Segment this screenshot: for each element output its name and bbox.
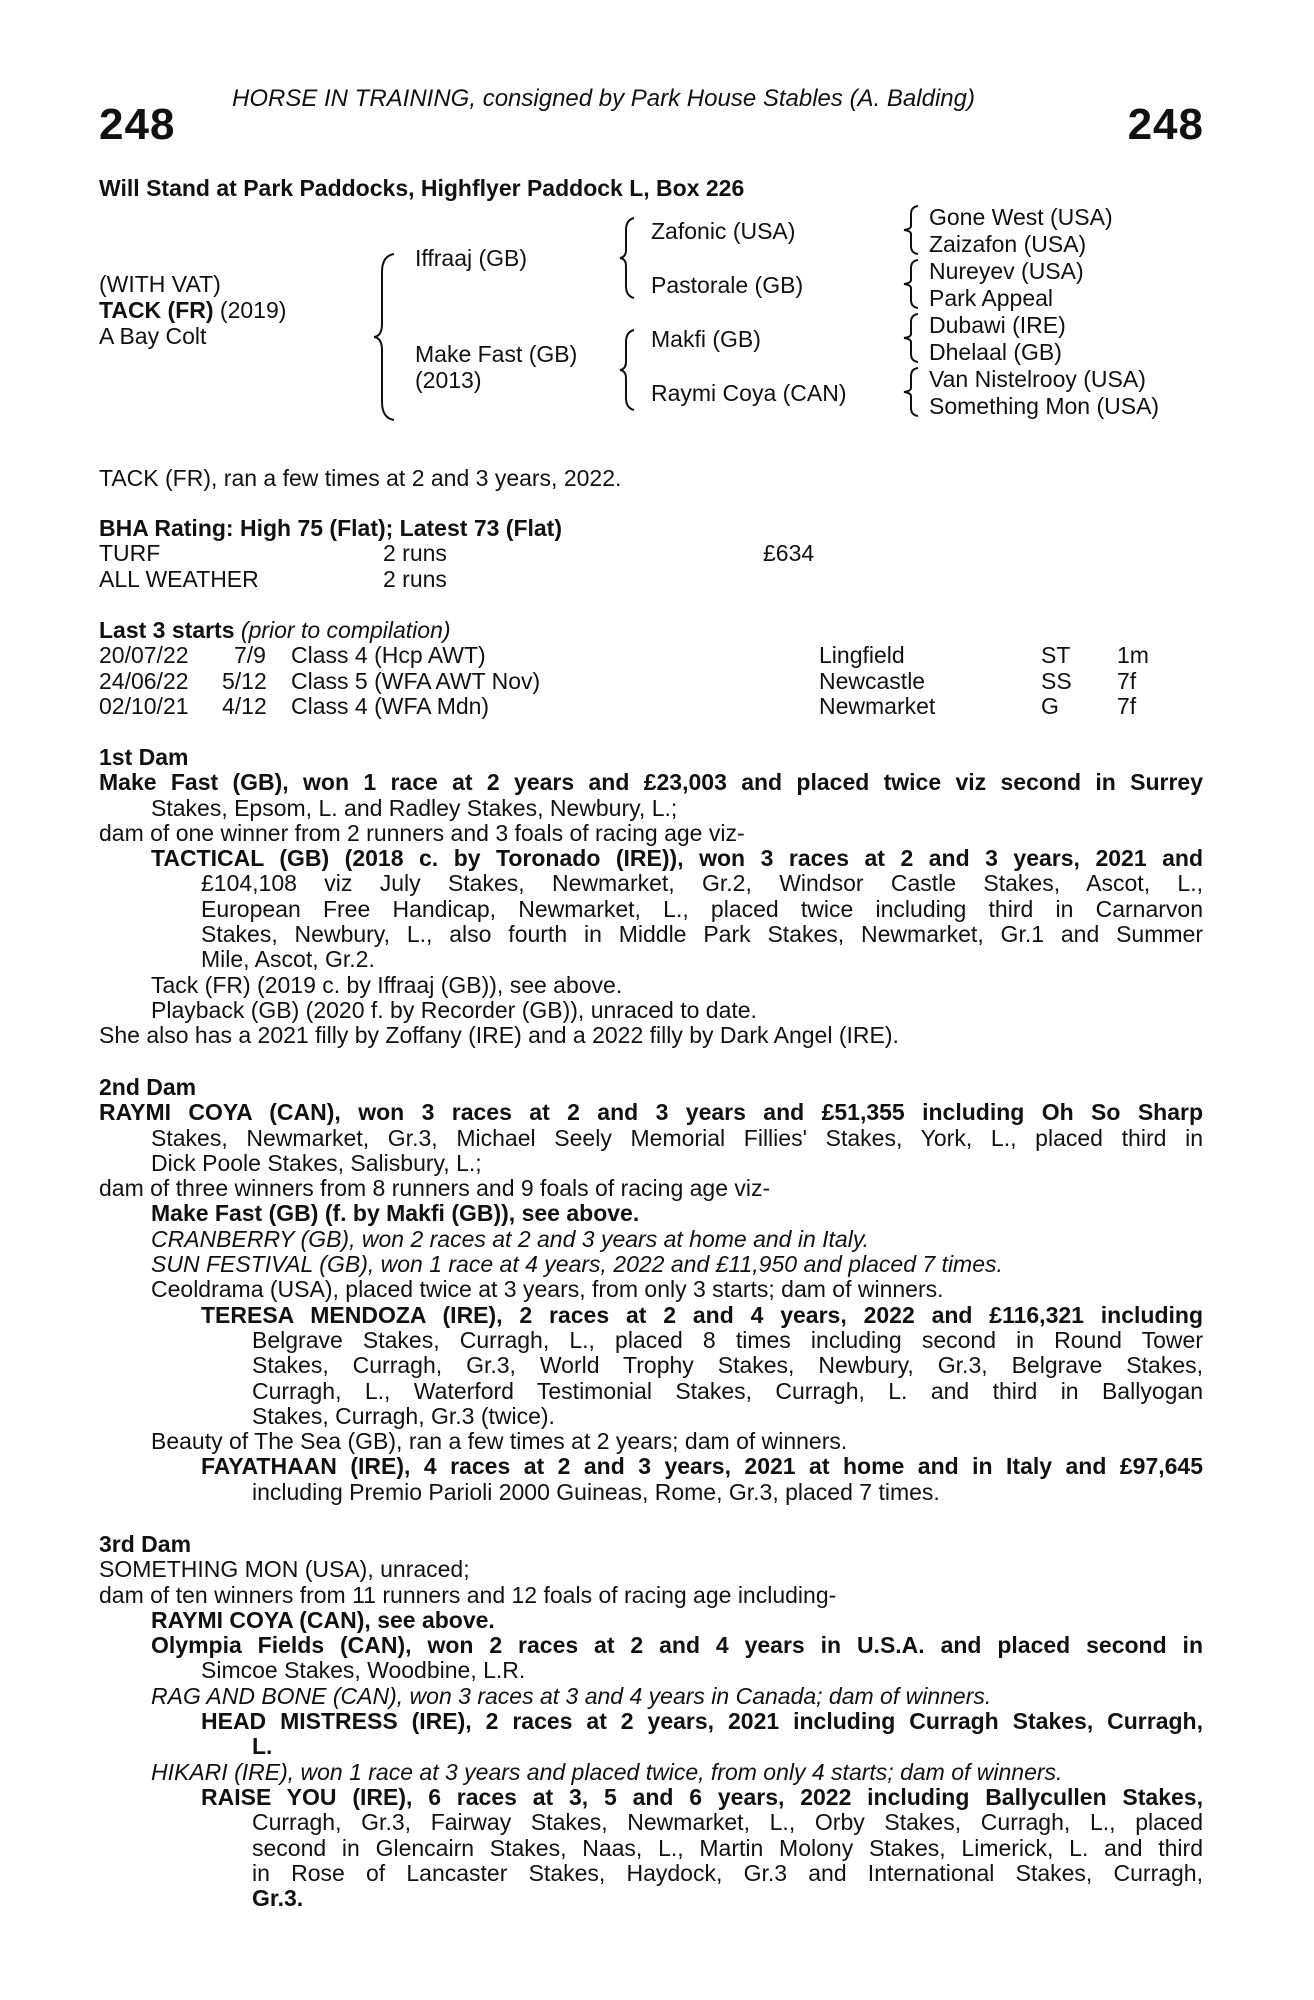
dam-text-line: HEAD MISTRESS (IRE), 2 races at 2 years, 2021 including Curragh Stakes, Curragh, (201, 1708, 1203, 1735)
dam-text-line: dam of ten winners from 11 runners and 12 foals of racing age including- (99, 1581, 837, 1608)
dam-text-line: Stakes, Curragh, Gr.3, World Trophy Stakes, Newbury, Gr.3, Belgrave Stakes, (252, 1352, 1203, 1379)
pedigree-ggs-4: Park Appeal (929, 285, 1054, 311)
pedigree-brace-3d (902, 366, 924, 418)
rating-turf-runs: 2 runs (383, 540, 447, 566)
dam-text-line: SUN FESTIVAL (GB), won 1 race at 4 years, 2022 and £11,950 and placed 7 times. (151, 1251, 1003, 1278)
rating-aw-runs: 2 runs (383, 566, 447, 592)
section-heading: 1st Dam (99, 744, 189, 770)
last-starts-note: (prior to compilation) (234, 617, 451, 643)
dam-text-line: dam of one winner from 2 runners and 3 foals of racing age viz- (99, 819, 745, 846)
second-dam-section (99, 1075, 1203, 1505)
section-heading: 3rd Dam (99, 1531, 192, 1557)
horse-name: TACK (FR) (99, 297, 214, 323)
race-summary: TACK (FR), ran a few times at 2 and 3 years, 2022. (99, 465, 622, 491)
start-date: 02/10/21 (99, 693, 189, 719)
dam-text-line: TACTICAL (GB) (2018 c. by Toronado (IRE)), won 3 races at 2 and 3 years, 2021 and (151, 845, 1203, 872)
pedigree-ggs-6: Dhelaal (GB) (929, 339, 1062, 365)
start-race: Class 4 (WFA Mdn) (291, 693, 490, 719)
pedigree-brace-3c (902, 312, 924, 364)
dam-text-line: Olympia Fields (CAN), won 2 races at 2 and 4 years in U.S.A. and placed second in (151, 1632, 1203, 1659)
dam-text-line: European Free Handicap, Newmarket, L., placed twice including third in Carnarvon (201, 895, 1203, 922)
start-position: 5/12 (222, 668, 267, 694)
first-dam-section (99, 745, 1203, 1049)
start-date: 24/06/22 (99, 668, 189, 694)
dam-text-line: RAYMI COYA (CAN), won 3 races at 2 and 3 years and £51,355 including Oh So Sharp (99, 1099, 1203, 1126)
start-going: G (1041, 693, 1059, 719)
dam-text-line: Curragh, Gr.3, Fairway Stakes, Newmarket, L., Orby Stakes, Curragh, L., placed (252, 1809, 1203, 1836)
dam-text-line: She also has a 2021 filly by Zoffany (IRE) and a 2022 filly by Dark Angel (IRE). (99, 1022, 899, 1049)
pedigree-brace-3a (902, 204, 924, 256)
pedigree-brace-2a (618, 216, 640, 300)
dam-text-line: FAYATHAAN (IRE), 4 races at 2 and 3 years, 2021 at home and in Italy and £97,645 (201, 1453, 1203, 1480)
dam-text-line: Stakes, Newbury, L., also fourth in Middle Park Stakes, Newmarket, Gr.1 and Summer (201, 921, 1203, 948)
pedigree-grandsire-2: Makfi (GB) (651, 326, 761, 352)
pedigree-brace-1 (372, 252, 402, 422)
pedigree-dam: Make Fast (GB) (415, 341, 578, 367)
dam-text-line: dam of three winners from 8 runners and 9 foals of racing age viz- (99, 1175, 771, 1202)
dam-text-line: including Premio Parioli 2000 Guineas, Rome, Gr.3, placed 7 times. (252, 1478, 940, 1505)
pedigree-ggs-2: Zaizafon (USA) (929, 231, 1087, 257)
lot-number-right: 248 (1127, 100, 1204, 149)
start-distance: 1m (1117, 642, 1149, 668)
pedigree-ggs-5: Dubawi (IRE) (929, 312, 1066, 338)
pedigree-dam-year: (2013) (415, 367, 482, 393)
start-position: 4/12 (222, 693, 267, 719)
rating-aw-surface: ALL WEATHER (99, 566, 259, 592)
dam-text-line: Simcoe Stakes, Woodbine, L.R. (201, 1657, 526, 1684)
dam-text-line: SOMETHING MON (USA), unraced; (99, 1556, 470, 1583)
dam-text-line: L. (252, 1733, 273, 1760)
start-position: 7/9 (234, 642, 266, 668)
third-dam-section (99, 1532, 1203, 1911)
start-distance: 7f (1117, 693, 1137, 719)
start-course: Newcastle (819, 668, 926, 694)
pedigree-ggs-8: Something Mon (USA) (929, 393, 1160, 419)
pedigree-ggs-1: Gone West (USA) (929, 204, 1113, 230)
bha-rating-heading: BHA Rating: High 75 (Flat); Latest 73 (Flat) (99, 515, 562, 541)
dam-text-line: HIKARI (IRE), won 1 race at 3 years and placed twice, from only 4 starts; dam of winners. (151, 1758, 1063, 1785)
stand-location: Will Stand at Park Paddocks, Highflyer Paddock L, Box 226 (99, 175, 745, 201)
page-title: HORSE IN TRAINING, consigned by Park House Stables (A. Balding) (232, 85, 975, 112)
dam-text-line: Stakes, Newmarket, Gr.3, Michael Seely Memorial Fillies' Stakes, York, L., placed third in (151, 1124, 1203, 1151)
rating-turf-surface: TURF (99, 540, 161, 566)
pedigree-ggs-7: Van Nistelrooy (USA) (929, 366, 1146, 392)
dam-text-line: £104,108 viz July Stakes, Newmarket, Gr.2, Windsor Castle Stakes, Ascot, L., (201, 870, 1203, 897)
dam-text-line: Beauty of The Sea (GB), ran a few times at 2 years; dam of winners. (151, 1428, 848, 1455)
start-course: Newmarket (819, 693, 936, 719)
dam-text-line: Tack (FR) (2019 c. by Iffraaj (GB)), see above. (151, 971, 623, 998)
vat-note: (WITH VAT) (99, 271, 221, 297)
dam-text-line: Curragh, L., Waterford Testimonial Stakes, Curragh, L. and third in Ballyogan (252, 1377, 1203, 1404)
pedigree-grandsire-1: Zafonic (USA) (651, 218, 796, 244)
horse-year: (2019) (213, 297, 287, 323)
dam-text-line: Dick Poole Stakes, Salisbury, L.; (151, 1149, 482, 1176)
start-course: Lingfield (819, 642, 905, 668)
dam-text-line: Make Fast (GB) (f. by Makfi (GB)), see above. (151, 1200, 640, 1227)
dam-text-line: Playback (GB) (2020 f. by Recorder (GB)), unraced to date. (151, 996, 757, 1023)
rating-turf-prize: £634 (763, 540, 815, 566)
dam-text-line: Ceoldrama (USA), placed twice at 3 years, from only 3 starts; dam of winners. (151, 1276, 944, 1303)
horse-description: A Bay Colt (99, 323, 207, 349)
pedigree-ggs-3: Nureyev (USA) (929, 258, 1084, 284)
start-race: Class 4 (Hcp AWT) (291, 642, 486, 668)
pedigree-sire: Iffraaj (GB) (415, 245, 528, 271)
dam-text-line: Gr.3. (252, 1885, 304, 1912)
last-starts-title: Last 3 starts (99, 617, 235, 643)
pedigree-brace-2b (618, 328, 640, 412)
dam-text-line: Make Fast (GB), won 1 race at 2 years and £23,003 and placed twice viz second in Surrey (99, 769, 1203, 796)
start-date: 20/07/22 (99, 642, 189, 668)
dam-text-line: Belgrave Stakes, Curragh, L., placed 8 times including second in Round Tower (252, 1326, 1203, 1353)
dam-text-line: RAYMI COYA (CAN), see above. (151, 1606, 495, 1633)
start-going: ST (1041, 642, 1071, 668)
section-heading: 2nd Dam (99, 1074, 197, 1100)
dam-text-line: RAG AND BONE (CAN), won 3 races at 3 and 4 years in Canada; dam of winners. (151, 1682, 992, 1709)
dam-text-line: Stakes, Curragh, Gr.3 (twice). (252, 1402, 555, 1429)
pedigree-brace-3b (902, 258, 924, 310)
pedigree-granddam-1: Pastorale (GB) (651, 272, 804, 298)
start-going: SS (1041, 668, 1072, 694)
start-distance: 7f (1117, 668, 1137, 694)
dam-text-line: CRANBERRY (GB), won 2 races at 2 and 3 years at home and in Italy. (151, 1225, 870, 1252)
start-race: Class 5 (WFA AWT Nov) (291, 668, 541, 694)
dam-text-line: TERESA MENDOZA (IRE), 2 races at 2 and 4 years, 2022 and £116,321 including (201, 1301, 1203, 1328)
lot-number-left: 248 (99, 100, 176, 149)
pedigree-granddam-2: Raymi Coya (CAN) (651, 380, 847, 406)
dam-text-line: in Rose of Lancaster Stakes, Haydock, Gr.3 and International Stakes, Curragh, (252, 1859, 1203, 1886)
horse-identity (99, 298, 286, 323)
last-starts-heading (99, 618, 451, 643)
dam-text-line: RAISE YOU (IRE), 6 races at 3, 5 and 6 years, 2022 including Ballycullen Stakes, (201, 1783, 1203, 1810)
dam-text-line: Stakes, Epsom, L. and Radley Stakes, Newbury, L.; (151, 794, 678, 821)
dam-text-line: Mile, Ascot, Gr.2. (201, 946, 375, 973)
dam-text-line: second in Glencairn Stakes, Naas, L., Martin Molony Stakes, Limerick, L. and third (252, 1834, 1203, 1861)
